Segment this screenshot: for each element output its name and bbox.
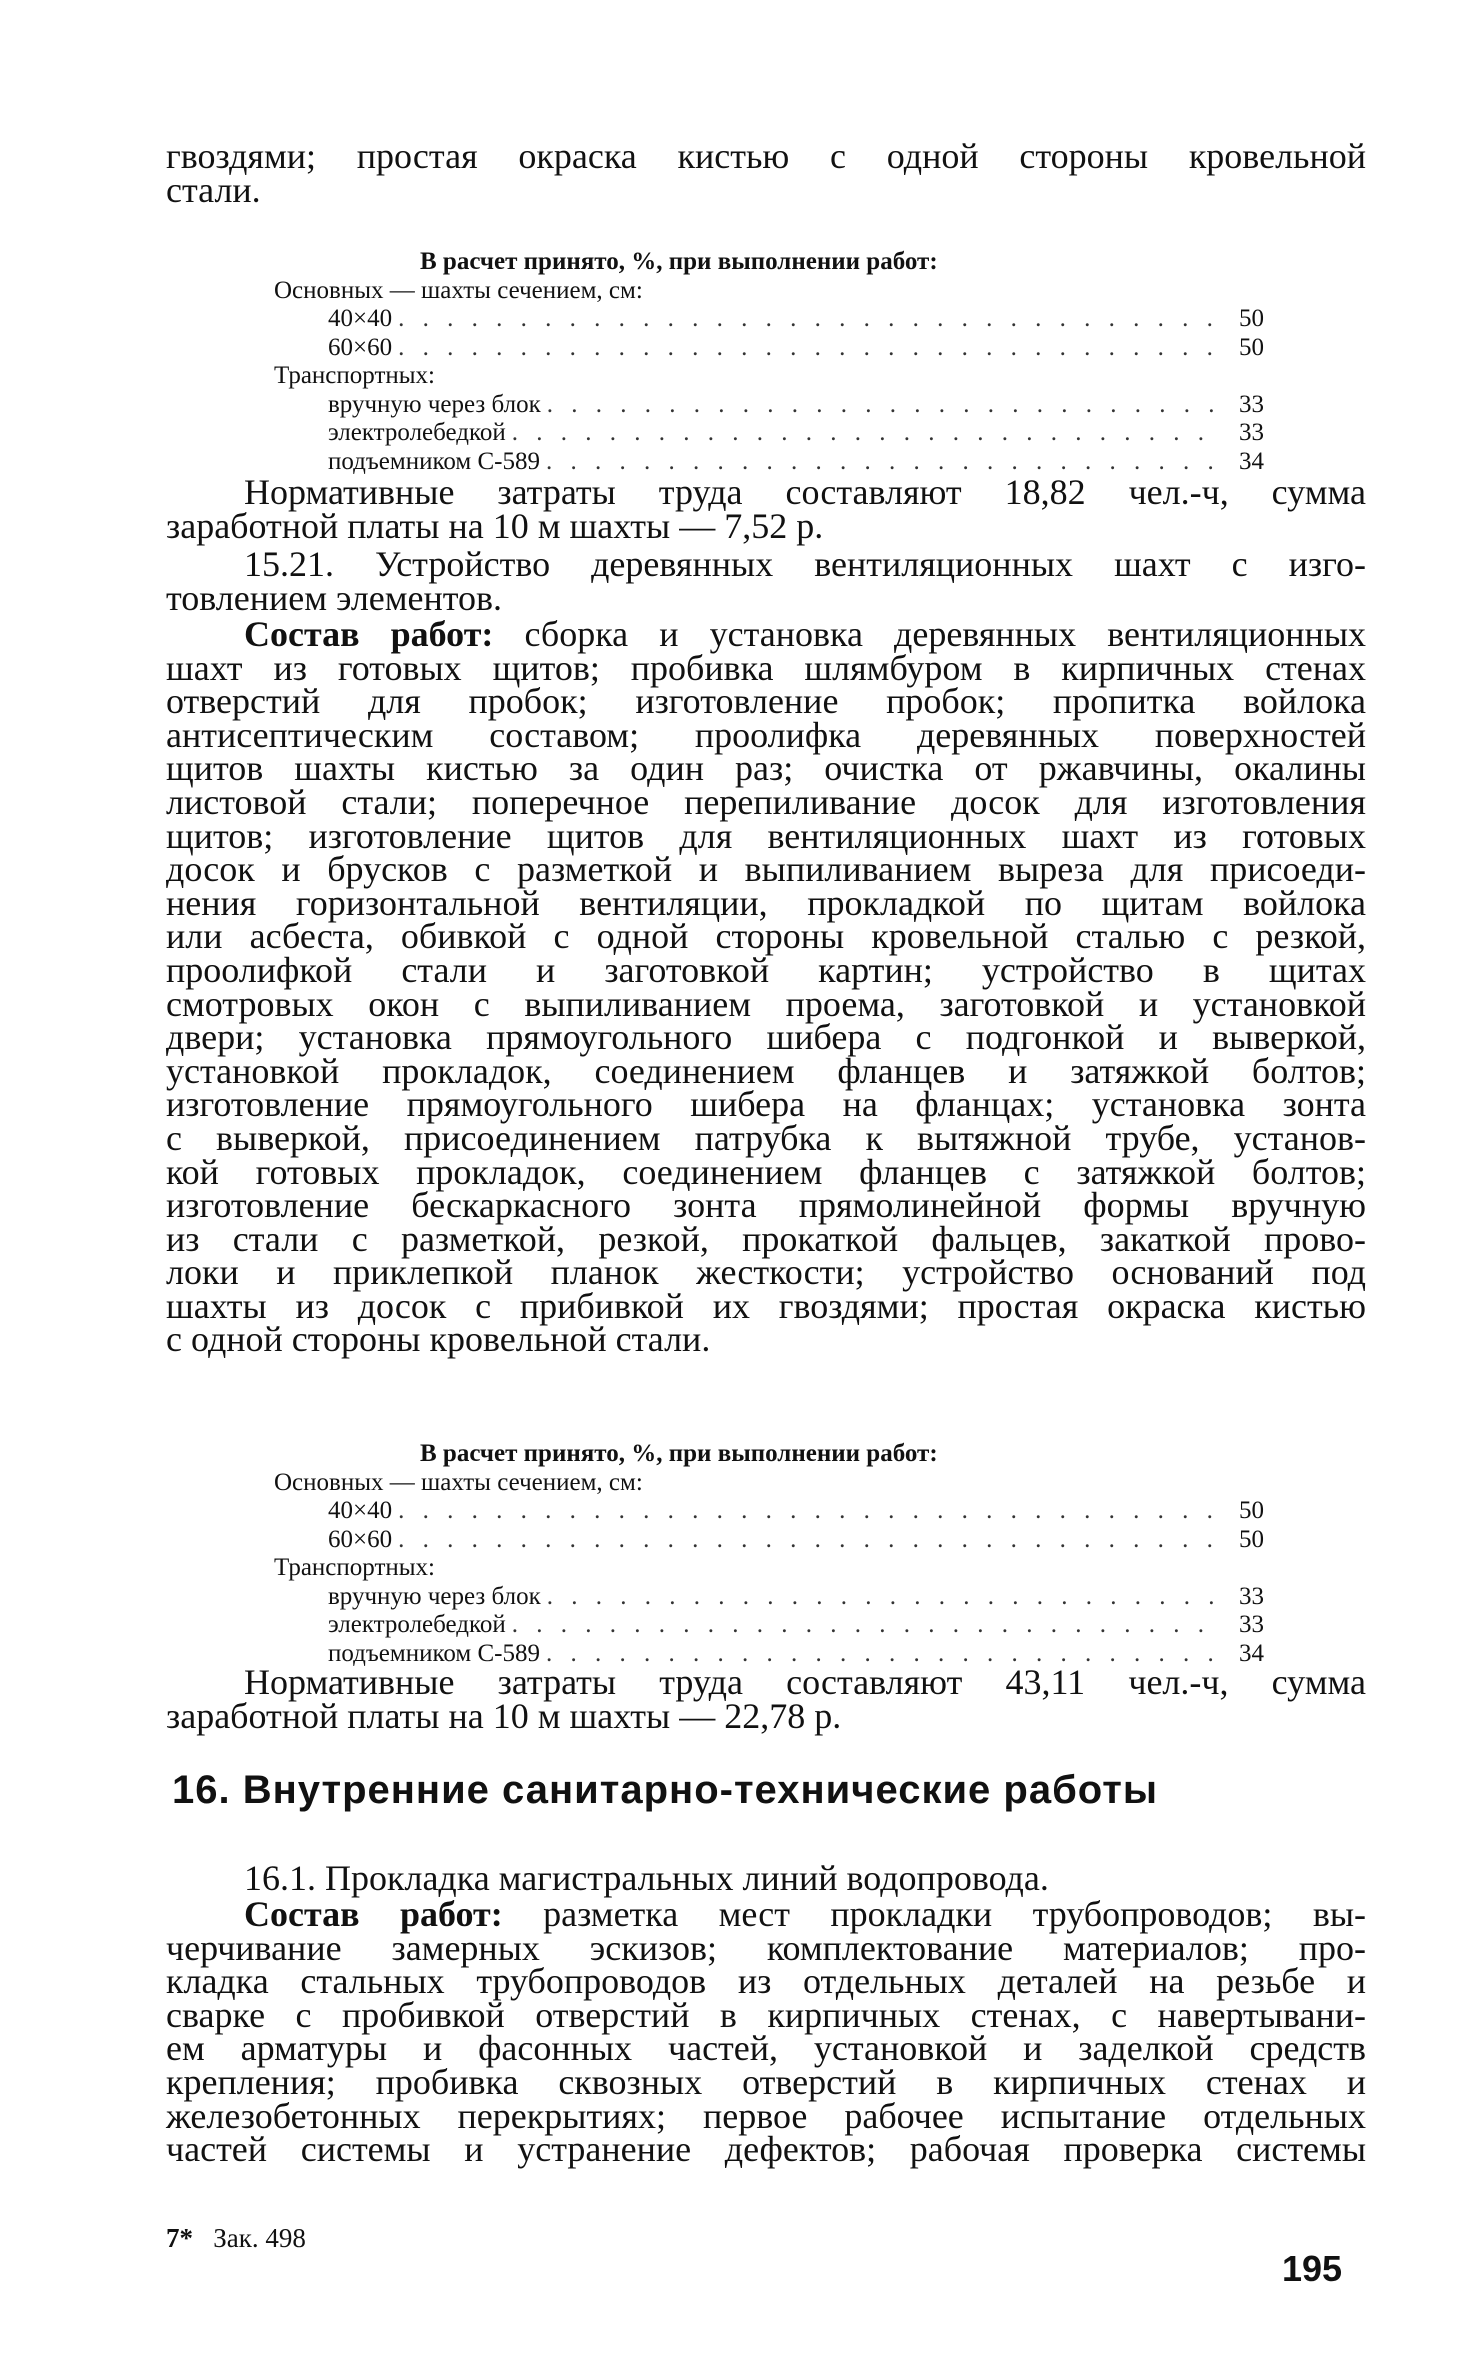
page-number: 195 bbox=[1282, 2248, 1343, 2289]
text-line: 15.21. Устройство деревянных вентиляционных шахт с изго- bbox=[244, 544, 1366, 584]
text-line: ем арматуры и фасонных частей, установкой и заделкой средств bbox=[166, 2028, 1366, 2069]
spec-row-label: электролебедкой bbox=[328, 419, 506, 446]
text-fragment: разметка мест прокладки трубопроводов; вы- bbox=[543, 1894, 1366, 1934]
work-lead: Состав работ: bbox=[244, 614, 494, 654]
spec-row-label: 60×60 bbox=[328, 333, 393, 361]
spec-row-label: электролебедкой bbox=[328, 1611, 506, 1638]
text-line: железобетонных перекрытиях; первое рабочее испытание отдельных bbox=[166, 2095, 1366, 2136]
spec-row bbox=[274, 391, 1264, 420]
text-line: отверстий для пробок; изготовление пробок; пропитка войлока bbox=[166, 681, 1366, 722]
text-line: из стали с разметкой, резкой, прокаткой фальцев, закаткой прово- bbox=[166, 1218, 1366, 1259]
leader-dots bbox=[392, 305, 1216, 334]
text-line: кой готовых прокладок, соединением фланцев с затяжкой болтов; bbox=[166, 1151, 1366, 1192]
spec-row bbox=[274, 1611, 1264, 1640]
spec-row-value: 50 bbox=[1239, 1497, 1264, 1524]
work-composition-2 bbox=[166, 1894, 1366, 2170]
spec-row-label: вручную через блок bbox=[328, 1582, 541, 1610]
text-line: или асбеста, обивкой с одной стороны кровельной сталью с резкой, bbox=[166, 916, 1366, 957]
spec-row-value: 50 bbox=[1239, 333, 1264, 361]
text-line: досок и брусков с разметкой и выпиливанием выреза для присоеди- bbox=[166, 849, 1366, 890]
leader-dots bbox=[506, 1611, 1216, 1640]
text-line: крепления; пробивка сквозных отверстий в кирпичных стенах и bbox=[166, 2061, 1366, 2102]
spec-row-label: подъемником С-589 bbox=[328, 447, 540, 475]
spec-group-main: Основных — шахты сечением, см: bbox=[274, 1468, 643, 1496]
leader-dots bbox=[541, 1583, 1216, 1612]
text-line: Нормативные затраты труда составляют 18,82 чел.-ч, сумма bbox=[244, 472, 1366, 512]
spec-block-2 bbox=[274, 1440, 1264, 1668]
text-line: товлением элементов. bbox=[166, 577, 503, 618]
spec-row-value: 34 bbox=[1239, 447, 1264, 475]
spec-row-value: 33 bbox=[1239, 419, 1264, 446]
spec-row-value: 33 bbox=[1239, 390, 1264, 418]
sheet-mark: 7* bbox=[166, 2223, 193, 2253]
text-line: шахт из готовых щитов; пробивка шлямбуром в кирпичных стенах bbox=[166, 647, 1366, 688]
text-line: двери; установка прямоугольного шибера с подгонкой и выверкой, bbox=[166, 1017, 1366, 1058]
text-line: с одной стороны кровельной стали. bbox=[166, 1319, 711, 1360]
spec-row-value: 50 bbox=[1239, 1525, 1264, 1553]
text-line: антисептическим составом; проолифка деревянных поверхностей bbox=[166, 714, 1366, 755]
text-line: смотровых окон с выпиливанием проема, заготовкой и установкой bbox=[166, 983, 1366, 1024]
order-number: Зак. 498 bbox=[213, 2223, 306, 2253]
spec-group-transport: Транспортных: bbox=[274, 362, 435, 389]
spec-row bbox=[274, 1497, 1264, 1526]
spec-row bbox=[274, 419, 1264, 448]
spec-row-value: 50 bbox=[1239, 305, 1264, 332]
leader-dots bbox=[541, 391, 1216, 420]
spec-row-value: 33 bbox=[1239, 1582, 1264, 1610]
spec-row-label: 60×60 bbox=[328, 1525, 393, 1553]
item-16-1 bbox=[166, 1858, 1366, 1898]
norm-paragraph-1 bbox=[166, 472, 1366, 546]
spec-row bbox=[274, 334, 1264, 363]
item-15-21 bbox=[166, 544, 1366, 618]
spec-block-1 bbox=[274, 248, 1264, 476]
text-line: нения горизонтальной вентиляции, прокладкой по щитам войлока bbox=[166, 882, 1366, 923]
spec-group-main: Основных — шахты сечением, см: bbox=[274, 276, 643, 304]
text-line: Нормативные затраты труда составляют 43,11 чел.-ч, сумма bbox=[244, 1662, 1366, 1702]
spec-group-transport: Транспортных: bbox=[274, 1554, 435, 1581]
text-line: листовой стали; поперечное перепиливание досок для изготовления bbox=[166, 781, 1366, 822]
text-line: установкой прокладок, соединением фланцев и затяжкой болтов; bbox=[166, 1050, 1366, 1091]
spec-row bbox=[274, 1583, 1264, 1612]
text-fragment: сборка и установка деревянных вентиляционных bbox=[524, 614, 1367, 654]
spec-row-label: подъемником С-589 bbox=[328, 1639, 540, 1667]
work-lead: Состав работ: bbox=[244, 1894, 503, 1934]
text-line: черчивание замерных эскизов; комплектование материалов; про- bbox=[166, 1927, 1366, 1968]
text-line: щитов шахты кистью за один раз; очистка от ржавчины, окалины bbox=[166, 748, 1366, 789]
text-line: частей системы и устранение дефектов; рабочая проверка системы bbox=[166, 2129, 1366, 2170]
spec-row-value: 33 bbox=[1239, 1611, 1264, 1638]
text-line bbox=[166, 1894, 1366, 1934]
text-line: изготовление бескаркасного зонта прямолинейной формы вручную bbox=[166, 1185, 1366, 1226]
text-line: кладка стальных трубопроводов из отдельных деталей на резьбе и bbox=[166, 1961, 1366, 2002]
spec-row bbox=[274, 305, 1264, 334]
text-line: заработной платы на 10 м шахты — 22,78 р. bbox=[166, 1695, 842, 1736]
spec-row-label: 40×40 bbox=[328, 305, 393, 332]
text-line: локи и приклепкой планок жесткости; устройство оснований под bbox=[166, 1252, 1366, 1293]
text-line: с выверкой, присоединением патрубка к вытяжной трубе, установ- bbox=[166, 1117, 1366, 1158]
work-composition-1 bbox=[166, 614, 1367, 1360]
leader-dots bbox=[392, 334, 1216, 363]
text-line: гвоздями; простая окраска кистью с одной стороны кровельной bbox=[166, 136, 1366, 176]
spec-row bbox=[274, 1526, 1264, 1555]
spec-row-label: вручную через блок bbox=[328, 390, 541, 418]
text-line: щитов; изготовление щитов для вентиляционных шахт из готовых bbox=[166, 815, 1366, 856]
spec-row-value: 34 bbox=[1239, 1639, 1264, 1667]
spec-caption: В расчет принято, %, при выполнении работ: bbox=[420, 248, 938, 275]
text-line bbox=[166, 614, 1367, 654]
text-line: изготовление прямоугольного шибера на фланцах; установка зонта bbox=[166, 1084, 1366, 1125]
text-line: проолифкой стали и заготовкой картин; устройство в щитах bbox=[166, 949, 1366, 990]
text-line: шахты из досок с прибивкой их гвоздями; простая окраска кистью bbox=[166, 1285, 1366, 1326]
leader-dots bbox=[392, 1497, 1216, 1526]
footer-imprint bbox=[166, 2223, 306, 2254]
text-line: 16.1. Прокладка магистральных линий водопровода. bbox=[244, 1858, 1049, 1898]
leader-dots bbox=[506, 419, 1216, 448]
leader-dots bbox=[392, 1526, 1216, 1555]
section-heading: 16. Внутренние санитарно-технические работы bbox=[172, 1768, 1158, 1812]
norm-paragraph-2 bbox=[166, 1662, 1366, 1736]
spec-caption: В расчет принято, %, при выполнении работ: bbox=[420, 1440, 938, 1467]
text-line: сварке с пробивкой отверстий в кирпичных стенах, с навертывани- bbox=[166, 1994, 1366, 2035]
spec-row-label: 40×40 bbox=[328, 1497, 393, 1524]
text-line: заработной платы на 10 м шахты — 7,52 р. bbox=[166, 505, 824, 546]
intro-paragraph bbox=[166, 136, 1366, 210]
text-line: стали. bbox=[166, 169, 261, 210]
